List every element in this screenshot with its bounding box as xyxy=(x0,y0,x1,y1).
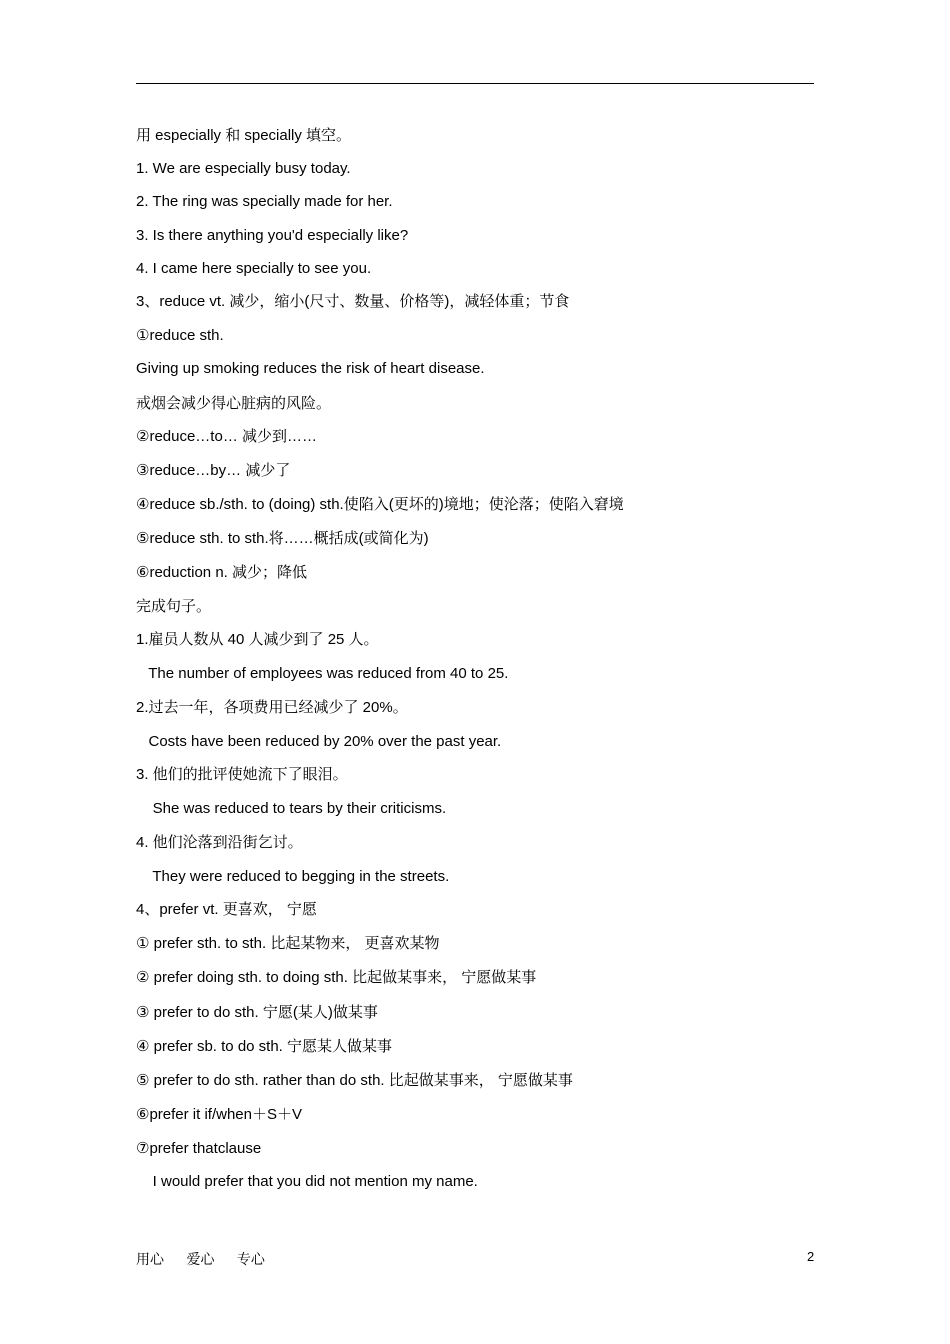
footer-motto-word: 专心 xyxy=(236,1252,265,1268)
usage-item: ⑤reduce sth. to sth.将……概括成(或简化为) xyxy=(136,530,429,547)
example-sentence: 2. The ring was specially made for her. xyxy=(136,193,393,210)
example-sentence: Giving up smoking reduces the risk of heart disease. xyxy=(136,360,485,377)
usage-item: ⑥prefer it if/when＋S＋V xyxy=(136,1106,303,1123)
usage-item: ⑤ prefer to do sth. rather than do sth. 比起做某事来， 宁愿做某事 xyxy=(136,1072,573,1089)
exercise-prompt: 2.过去一年，各项费用已经减少了 20%。 xyxy=(136,699,408,716)
example-sentence: 3. Is there anything you'd especially like? xyxy=(136,227,409,244)
exercise-prompt: 1.雇员人数从 40 人减少到了 25 人。 xyxy=(136,631,379,648)
usage-item: ⑥reduction n. 减少；降低 xyxy=(136,564,307,581)
example-sentence: 1. We are especially busy today. xyxy=(136,160,351,177)
footer-motto-word: 用心 xyxy=(136,1252,164,1268)
exercise-answer: Costs have been reduced by 20% over the past year. xyxy=(136,733,502,750)
usage-item: ⑦prefer thatclause xyxy=(136,1140,262,1157)
instruction-fill-blank: 用 especially 和 specially 填空。 xyxy=(136,127,352,144)
exercise-prompt: 4. 他们沦落到沿街乞讨。 xyxy=(136,834,303,851)
exercise-answer: They were reduced to begging in the streets. xyxy=(136,868,450,885)
exercise-prompt: 3. 他们的批评使她流下了眼泪。 xyxy=(136,766,348,783)
example-sentence: 4. I came here specially to see you. xyxy=(136,260,372,277)
usage-item: ①reduce sth. xyxy=(136,327,224,344)
usage-item: ④ prefer sb. to do sth. 宁愿某人做某事 xyxy=(136,1038,393,1055)
usage-item: ④reduce sb./sth. to (doing) sth.使陷入(更坏的)境地；使沦落；使陷入窘境 xyxy=(136,496,624,513)
usage-item: ② prefer doing sth. to doing sth. 比起做某事来， 宁愿做某事 xyxy=(136,969,537,986)
usage-item: ① prefer sth. to sth. 比起某物来， 更喜欢某物 xyxy=(136,935,440,952)
page-number: 2 xyxy=(807,1249,815,1264)
footer-motto-word: 爱心 xyxy=(186,1252,215,1268)
example-sentence: I would prefer that you did not mention my name. xyxy=(136,1173,478,1190)
usage-item: ②reduce…to… 减少到…… xyxy=(136,428,317,445)
usage-item: ③ prefer to do sth. 宁愿(某人)做某事 xyxy=(136,1004,378,1021)
usage-item: ③reduce…by… 减少了 xyxy=(136,462,291,479)
exercise-answer: She was reduced to tears by their criticisms. xyxy=(136,800,447,817)
section-heading-reduce: 3、reduce vt. 减少，缩小(尺寸、数量、价格等)，减轻体重；节食 xyxy=(136,293,570,310)
footer-motto xyxy=(136,1249,283,1269)
translation: 戒烟会减少得心脏病的风险。 xyxy=(136,395,332,412)
header-rule xyxy=(136,83,814,84)
instruction-complete-sentences: 完成句子。 xyxy=(136,598,212,615)
exercise-answer: The number of employees was reduced from 40 to 25. xyxy=(136,665,509,682)
section-heading-prefer: 4、prefer vt. 更喜欢， 宁愿 xyxy=(136,901,317,918)
